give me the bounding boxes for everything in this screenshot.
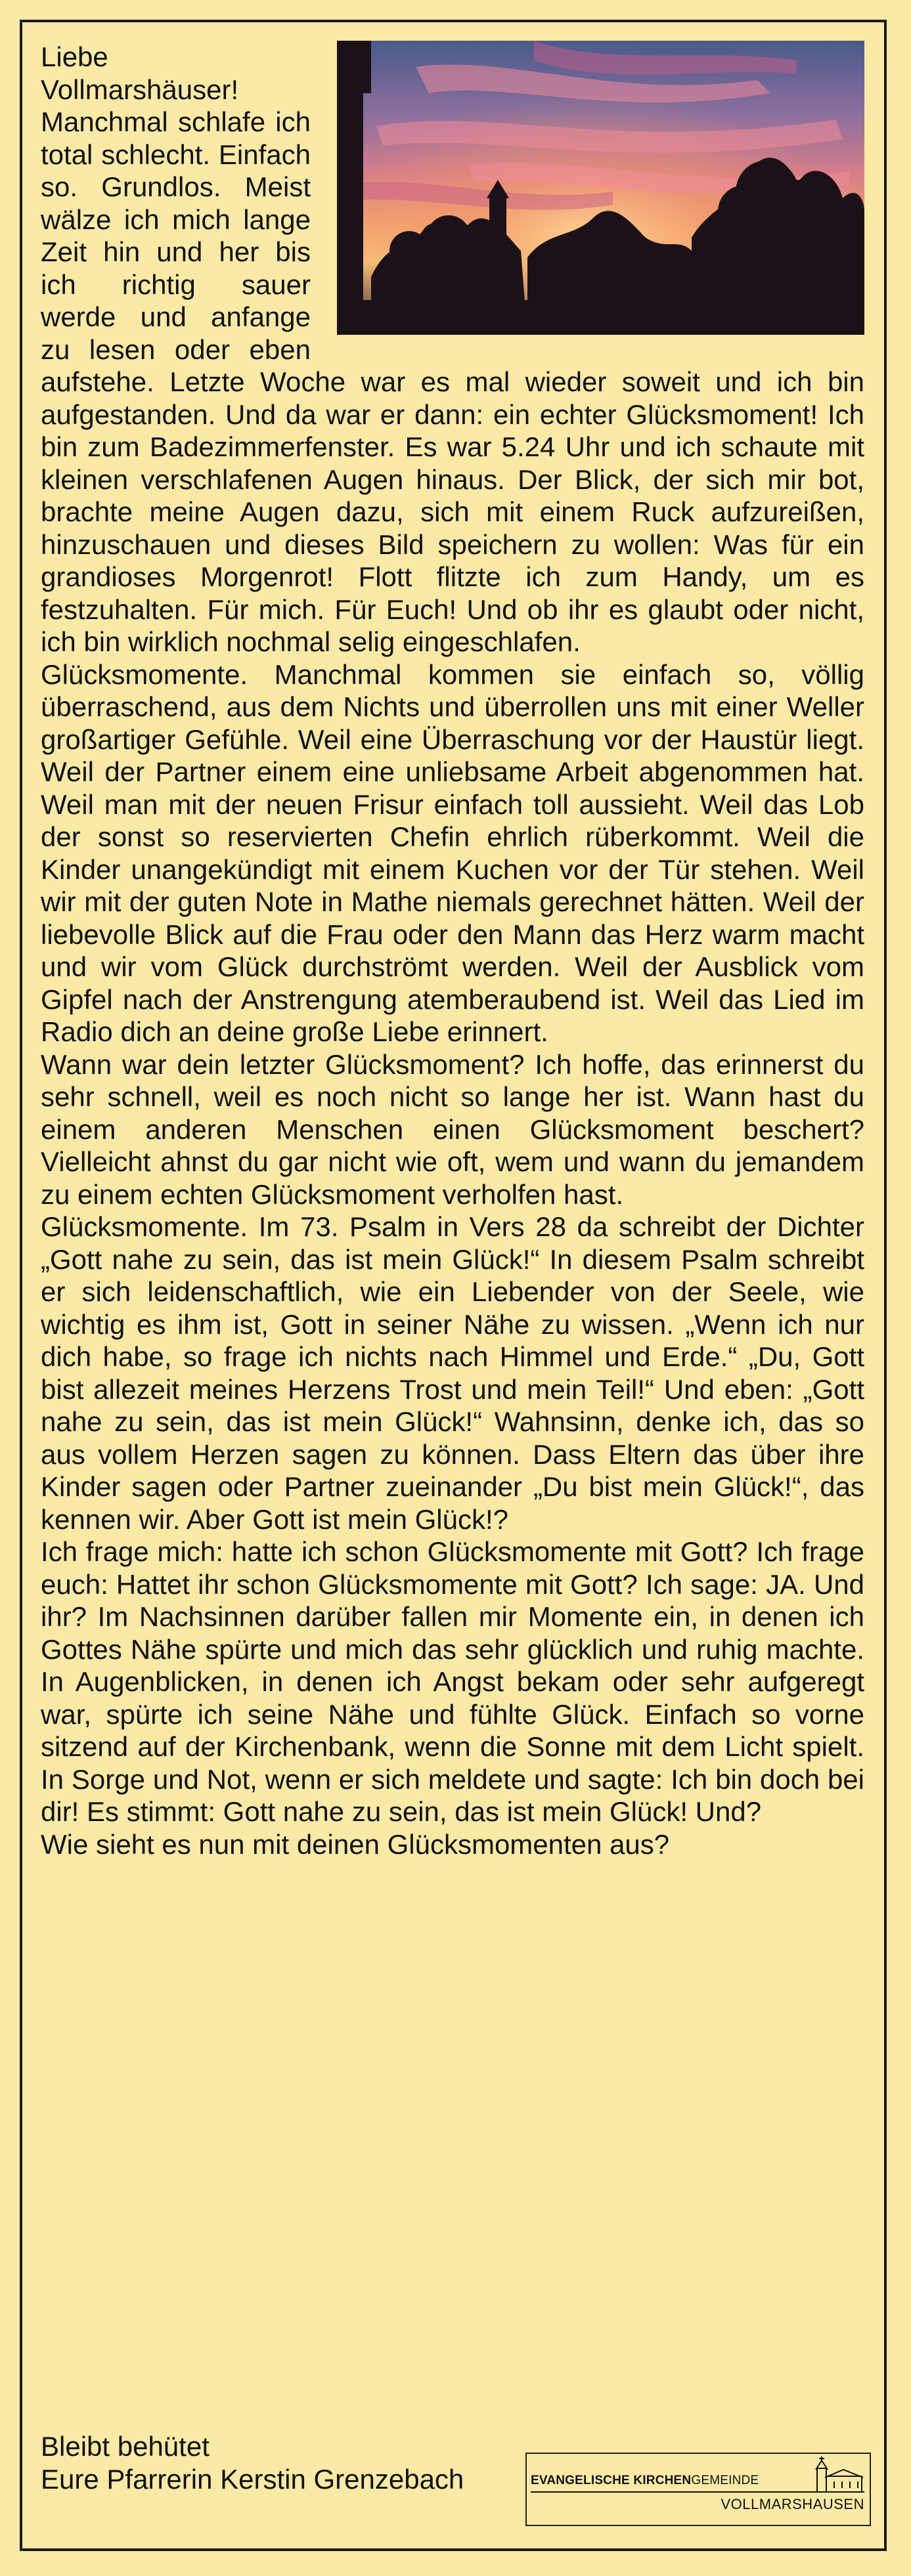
paragraph-intro: Manchmal schlafe ich total schlecht. Einfach so. Grundlos. Meist wälze ich mich lange Zeit hin und her bis ich richtig sauer werde und anfange zu lesen oder eben aufstehe. Letzte Woche war es mal wieder soweit und ich bin aufgestanden. Und da war er dann: ein echter Glücksmoment! Ich bin zum Badezimmerfenster. Es war 5.24 Uhr und ich schaute mit kleinen verschlafenen Augen hinaus. Der Blick, der sich mir bot, brachte meine Augen dazu, sich mit einem Ruck aufzureißen, hinzuschauen und dieses Bild speichern zu wollen: Was für ein grandioses Morgenrot! Flott flitzte ich zum Handy, um es festzuhalten. Für mich. Für Euch! Und ob ihr es glaubt oder nicht, ich bin wirklich nochmal selig eingeschlafen. bbox=[41, 106, 864, 657]
logo-divider bbox=[531, 2491, 864, 2493]
paragraph-letzter-gluecksmoment: Wann war dein letzter Glücksmoment? Ich hoffe, das erinnerst du sehr schnell, weil es noch nicht so lange her ist. Wann hast du einem anderen Menschen einen Glücksmoment beschert? Vielleicht ahnst du gar nicht wie oft, wem und wann du jemandem zu einem echten Glücksmoment verholfen hast. bbox=[41, 1048, 864, 1210]
sunrise-photo bbox=[337, 41, 864, 335]
paragraph-question: Wie sieht es nun mit deinen Glücksmomenten aus? bbox=[41, 1828, 670, 1860]
sunrise-image bbox=[337, 41, 864, 335]
church-logo bbox=[525, 2453, 871, 2526]
church-icon bbox=[812, 2457, 864, 2492]
logo-word-evangelische: EVANGELISCHE KIRCHEN bbox=[531, 2474, 692, 2487]
paragraph-gluecksmomente: Glücksmomente. Manchmal kommen sie einfach so, völlig überraschend, aus dem Nichts und überrollen uns mit einer Weller großartiger Gefühle. Weil eine Überraschung vor der Haustür liegt. Weil der Partner einem eine unliebsame Arbeit abgenommen hat. Weil man mit der neuen Frisur einfach toll aussieht. Weil das Lob der sonst so reservierten Chefin ehrlich rüberkommt. Weil die Kinder unangekündigt mit einem Kuchen vor der Tür stehen. Weil wir mit der guten Note in Mathe niemals gerechnet hätten. Weil der liebevolle Blick auf die Frau oder den Mann das Herz warm macht und wir vom Glück durchströmt werden. Weil der Ausblick vom Gipfel nach der Anstrengung atemberaubend ist. Weil das Lied im Radio dich an deine große Liebe erinnert. bbox=[41, 658, 864, 1047]
paragraph-psalm: Glücksmomente. Im 73. Psalm in Vers 28 da schreibt der Dichter „Gott nahe zu sein, das ist mein Glück!“ In diesem Psalm schreibt er sich leidenschaftlich, wie ein Liebender von der Seele, wie wichtig es ihm ist, Gott in seiner Nähe zu wissen. „Wenn ich nur dich habe, so frage ich nichts nach Himmel und Erde.“ „Du, Gott bist allezeit meines Herzens Trost und mein Teil!“ Und eben: „Gott nahe zu sein, das ist mein Glück!“ Wahnsinn, denke ich, das so aus vollem Herzen sagen zu können. Dass Eltern das über ihre Kinder sagen oder Partner zueinander „Du bist mein Glück!“, das kennen wir. Aber Gott ist mein Glück!? bbox=[41, 1211, 864, 1535]
paragraph-gott: Ich frage mich: hatte ich schon Glücksmomente mit Gott? Ich frage euch: Hattet ihr schon Glücksmomente mit Gott? Ich sage: JA. Und ihr? Im Nachsinnen darüber fallen mir Momente ein, in denen ich Gottes Nähe spürte und mich das sehr glücklich und ruhig machte. In Augenblicken, in denen ich Angst bekam oder sehr aufgeregt war, spürte ich seine Nähe und fühlte Glück. Einfach so vorne sitzend auf der Kirchenbank, wenn die Sonne mit dem Licht spielt. In Sorge und Not, wenn er sich meldete und sagte: Ich bin doch bei dir! Es stimmt: Gott nahe zu sein, das ist mein Glück! Und? bbox=[41, 1536, 864, 1827]
farewell: Bleibt behütet bbox=[41, 2431, 210, 2462]
article bbox=[41, 41, 864, 1860]
greeting: Liebe Vollmarshäuser! bbox=[41, 41, 239, 105]
signature: Eure Pfarrerin Kerstin Grenzebach bbox=[41, 2463, 464, 2495]
logo-word-gemeinde: GEMEINDE bbox=[691, 2474, 759, 2487]
logo-name bbox=[531, 2474, 759, 2488]
logo-place: VOLLMARSHAUSEN bbox=[721, 2496, 864, 2512]
footer bbox=[41, 2430, 871, 2529]
closing bbox=[41, 2430, 464, 2495]
